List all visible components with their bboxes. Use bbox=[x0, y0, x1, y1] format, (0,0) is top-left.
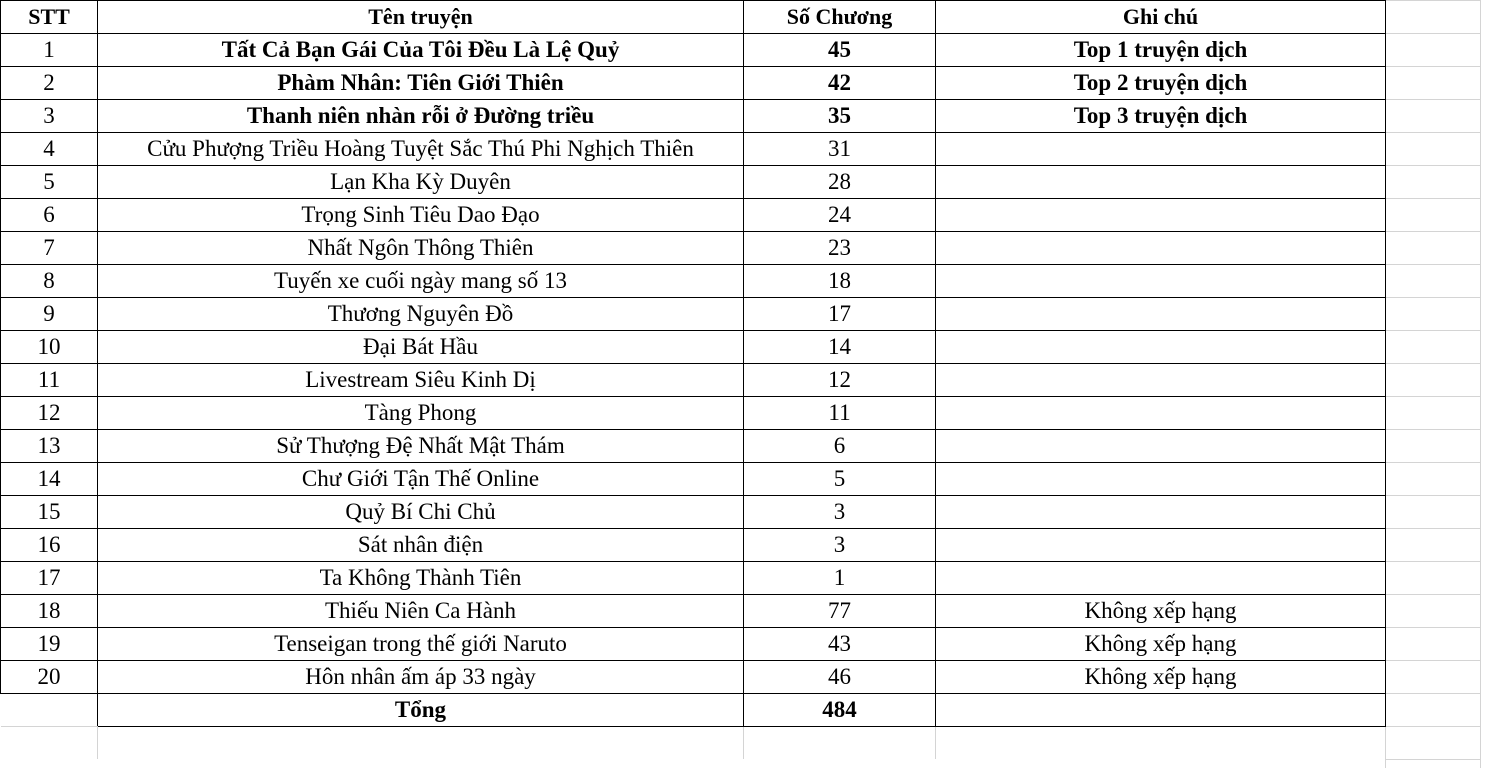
stt-cell[interactable]: 3 bbox=[1, 100, 98, 133]
gridline bbox=[1385, 495, 1480, 496]
story-name-cell[interactable]: Thanh niên nhàn rỗi ở Đường triều bbox=[98, 100, 744, 133]
story-name-cell[interactable]: Livestream Siêu Kinh Dị bbox=[98, 364, 744, 397]
story-name-cell[interactable]: Tất Cả Bạn Gái Của Tôi Đều Là Lệ Quỷ bbox=[98, 34, 744, 67]
stt-cell[interactable]: 1 bbox=[1, 34, 98, 67]
chapter-count-cell[interactable]: 42 bbox=[744, 67, 936, 100]
table-row bbox=[1, 562, 1386, 595]
note-cell[interactable] bbox=[936, 364, 1386, 397]
header-cell-stt[interactable]: STT bbox=[1, 1, 98, 34]
empty-cell[interactable] bbox=[1, 727, 98, 760]
total-note-cell[interactable] bbox=[936, 694, 1386, 727]
chapter-count-cell[interactable]: 17 bbox=[744, 298, 936, 331]
gridline bbox=[1480, 0, 1481, 768]
table-row bbox=[1, 265, 1386, 298]
story-name-cell[interactable]: Trọng Sinh Tiêu Dao Đạo bbox=[98, 199, 744, 232]
gridline bbox=[1385, 99, 1480, 100]
stt-cell[interactable]: 8 bbox=[1, 265, 98, 298]
table-row bbox=[1, 463, 1386, 496]
note-cell[interactable] bbox=[936, 265, 1386, 298]
gridline bbox=[1385, 198, 1480, 199]
note-cell[interactable] bbox=[936, 562, 1386, 595]
table-row bbox=[1, 496, 1386, 529]
chapter-count-cell[interactable]: 12 bbox=[744, 364, 936, 397]
chapter-count-cell[interactable]: 45 bbox=[744, 34, 936, 67]
gridline bbox=[1385, 165, 1480, 166]
note-cell[interactable] bbox=[936, 496, 1386, 529]
note-cell[interactable]: Không xếp hạng bbox=[936, 628, 1386, 661]
chapter-count-cell[interactable]: 28 bbox=[744, 166, 936, 199]
chapter-count-cell[interactable]: 43 bbox=[744, 628, 936, 661]
total-row bbox=[1, 694, 1386, 727]
chapter-count-cell[interactable]: 24 bbox=[744, 199, 936, 232]
total-label-cell[interactable]: Tổng bbox=[98, 694, 744, 727]
gridline bbox=[1385, 33, 1480, 34]
chapter-count-cell[interactable]: 5 bbox=[744, 463, 936, 496]
note-cell[interactable] bbox=[936, 529, 1386, 562]
gridline bbox=[1385, 627, 1480, 628]
chapter-count-cell[interactable]: 23 bbox=[744, 232, 936, 265]
story-name-cell[interactable]: Tuyến xe cuối ngày mang số 13 bbox=[98, 265, 744, 298]
note-cell[interactable] bbox=[936, 298, 1386, 331]
table-row bbox=[1, 298, 1386, 331]
note-cell[interactable]: Top 3 truyện dịch bbox=[936, 100, 1386, 133]
gridline bbox=[1385, 231, 1480, 232]
gridline bbox=[1385, 0, 1480, 1]
gridline bbox=[1385, 66, 1480, 67]
story-name-cell[interactable]: Ta Không Thành Tiên bbox=[98, 562, 744, 595]
header-row bbox=[1, 1, 1386, 34]
story-name-cell[interactable]: Đại Bát Hầu bbox=[98, 331, 744, 364]
note-cell[interactable]: Top 1 truyện dịch bbox=[936, 34, 1386, 67]
stt-cell[interactable]: 4 bbox=[1, 133, 98, 166]
note-cell[interactable] bbox=[936, 463, 1386, 496]
note-cell[interactable] bbox=[936, 133, 1386, 166]
table-row bbox=[1, 397, 1386, 430]
table-row bbox=[1, 628, 1386, 661]
stt-cell[interactable]: 12 bbox=[1, 397, 98, 430]
stt-cell[interactable]: 11 bbox=[1, 364, 98, 397]
note-cell[interactable] bbox=[936, 199, 1386, 232]
gridline bbox=[1385, 297, 1480, 298]
gridline bbox=[1385, 264, 1480, 265]
gridline bbox=[1385, 726, 1480, 727]
chapter-count-cell[interactable]: 14 bbox=[744, 331, 936, 364]
note-cell[interactable]: Không xếp hạng bbox=[936, 661, 1386, 694]
total-value-cell[interactable]: 484 bbox=[744, 694, 936, 727]
empty-cell[interactable] bbox=[936, 727, 1386, 760]
gridline bbox=[1385, 462, 1480, 463]
chapter-count-cell[interactable]: 77 bbox=[744, 595, 936, 628]
note-cell[interactable] bbox=[936, 430, 1386, 463]
table-row bbox=[1, 34, 1386, 67]
chapter-count-cell[interactable]: 1 bbox=[744, 562, 936, 595]
stt-cell[interactable]: 15 bbox=[1, 496, 98, 529]
note-cell[interactable]: Top 2 truyện dịch bbox=[936, 67, 1386, 100]
note-cell[interactable]: Không xếp hạng bbox=[936, 595, 1386, 628]
stt-cell[interactable]: 20 bbox=[1, 661, 98, 694]
stt-cell[interactable]: 19 bbox=[1, 628, 98, 661]
stt-cell[interactable]: 6 bbox=[1, 199, 98, 232]
table-row bbox=[1, 67, 1386, 100]
stt-cell[interactable]: 7 bbox=[1, 232, 98, 265]
story-name-cell[interactable]: Tenseigan trong thế giới Naruto bbox=[98, 628, 744, 661]
gridline bbox=[1385, 594, 1480, 595]
chapter-count-cell[interactable]: 35 bbox=[744, 100, 936, 133]
chapter-count-cell[interactable]: 46 bbox=[744, 661, 936, 694]
gridline bbox=[1385, 363, 1480, 364]
header-cell-name[interactable]: Tên truyện bbox=[98, 1, 744, 34]
table-row bbox=[1, 166, 1386, 199]
story-name-cell[interactable]: Chư Giới Tận Thế Online bbox=[98, 463, 744, 496]
story-name-cell[interactable]: Nhất Ngôn Thông Thiên bbox=[98, 232, 744, 265]
note-cell[interactable] bbox=[936, 397, 1386, 430]
chapter-count-cell[interactable]: 3 bbox=[744, 496, 936, 529]
table-row bbox=[1, 232, 1386, 265]
header-cell-chapters[interactable]: Số Chương bbox=[744, 1, 936, 34]
gridline bbox=[1385, 429, 1480, 430]
story-name-cell[interactable]: Quỷ Bí Chi Chủ bbox=[98, 496, 744, 529]
chapter-count-cell[interactable]: 18 bbox=[744, 265, 936, 298]
gridline bbox=[1385, 561, 1480, 562]
gridline bbox=[1385, 396, 1480, 397]
stt-cell[interactable]: 13 bbox=[1, 430, 98, 463]
story-name-cell[interactable]: Phàm Nhân: Tiên Giới Thiên bbox=[98, 67, 744, 100]
chapter-count-cell[interactable]: 6 bbox=[744, 430, 936, 463]
total-empty-cell[interactable] bbox=[1, 694, 98, 727]
gridline bbox=[1385, 330, 1480, 331]
story-name-cell[interactable]: Hôn nhân ấm áp 33 ngày bbox=[98, 661, 744, 694]
story-name-cell[interactable]: Sử Thượng Đệ Nhất Mật Thám bbox=[98, 430, 744, 463]
stt-cell[interactable]: 14 bbox=[1, 463, 98, 496]
table-row bbox=[1, 430, 1386, 463]
stt-cell[interactable]: 9 bbox=[1, 298, 98, 331]
table-row bbox=[1, 100, 1386, 133]
table-row bbox=[1, 595, 1386, 628]
story-name-cell[interactable]: Lạn Kha Kỳ Duyên bbox=[98, 166, 744, 199]
story-name-cell[interactable]: Cửu Phượng Triều Hoàng Tuyệt Sắc Thú Phi Nghịch Thiên bbox=[98, 133, 744, 166]
table-row bbox=[1, 364, 1386, 397]
header-cell-note[interactable]: Ghi chú bbox=[936, 1, 1386, 34]
note-cell[interactable] bbox=[936, 232, 1386, 265]
empty-cell[interactable] bbox=[744, 727, 936, 760]
story-name-cell[interactable]: Tàng Phong bbox=[98, 397, 744, 430]
empty-cell[interactable] bbox=[98, 727, 744, 760]
chapter-count-cell[interactable]: 11 bbox=[744, 397, 936, 430]
gridline bbox=[1385, 660, 1480, 661]
table-row bbox=[1, 331, 1386, 364]
stt-cell[interactable]: 18 bbox=[1, 595, 98, 628]
stt-cell[interactable]: 10 bbox=[1, 331, 98, 364]
table-row bbox=[1, 199, 1386, 232]
note-cell[interactable] bbox=[936, 331, 1386, 364]
stt-cell[interactable]: 5 bbox=[1, 166, 98, 199]
gridline bbox=[1385, 132, 1480, 133]
table-row bbox=[1, 529, 1386, 562]
chapter-count-cell[interactable]: 3 bbox=[744, 529, 936, 562]
story-name-cell[interactable]: Thương Nguyên Đồ bbox=[98, 298, 744, 331]
stt-cell[interactable]: 2 bbox=[1, 67, 98, 100]
table-row bbox=[1, 661, 1386, 694]
gridline bbox=[1385, 693, 1480, 694]
gridline bbox=[1385, 759, 1480, 760]
stt-cell[interactable]: 17 bbox=[1, 562, 98, 595]
story-name-cell[interactable]: Thiếu Niên Ca Hành bbox=[98, 595, 744, 628]
table-row bbox=[1, 133, 1386, 166]
note-cell[interactable] bbox=[936, 166, 1386, 199]
gridline bbox=[1385, 528, 1480, 529]
story-name-cell[interactable]: Sát nhân điện bbox=[98, 529, 744, 562]
stt-cell[interactable]: 16 bbox=[1, 529, 98, 562]
empty-row bbox=[1, 727, 1386, 760]
chapter-count-cell[interactable]: 31 bbox=[744, 133, 936, 166]
